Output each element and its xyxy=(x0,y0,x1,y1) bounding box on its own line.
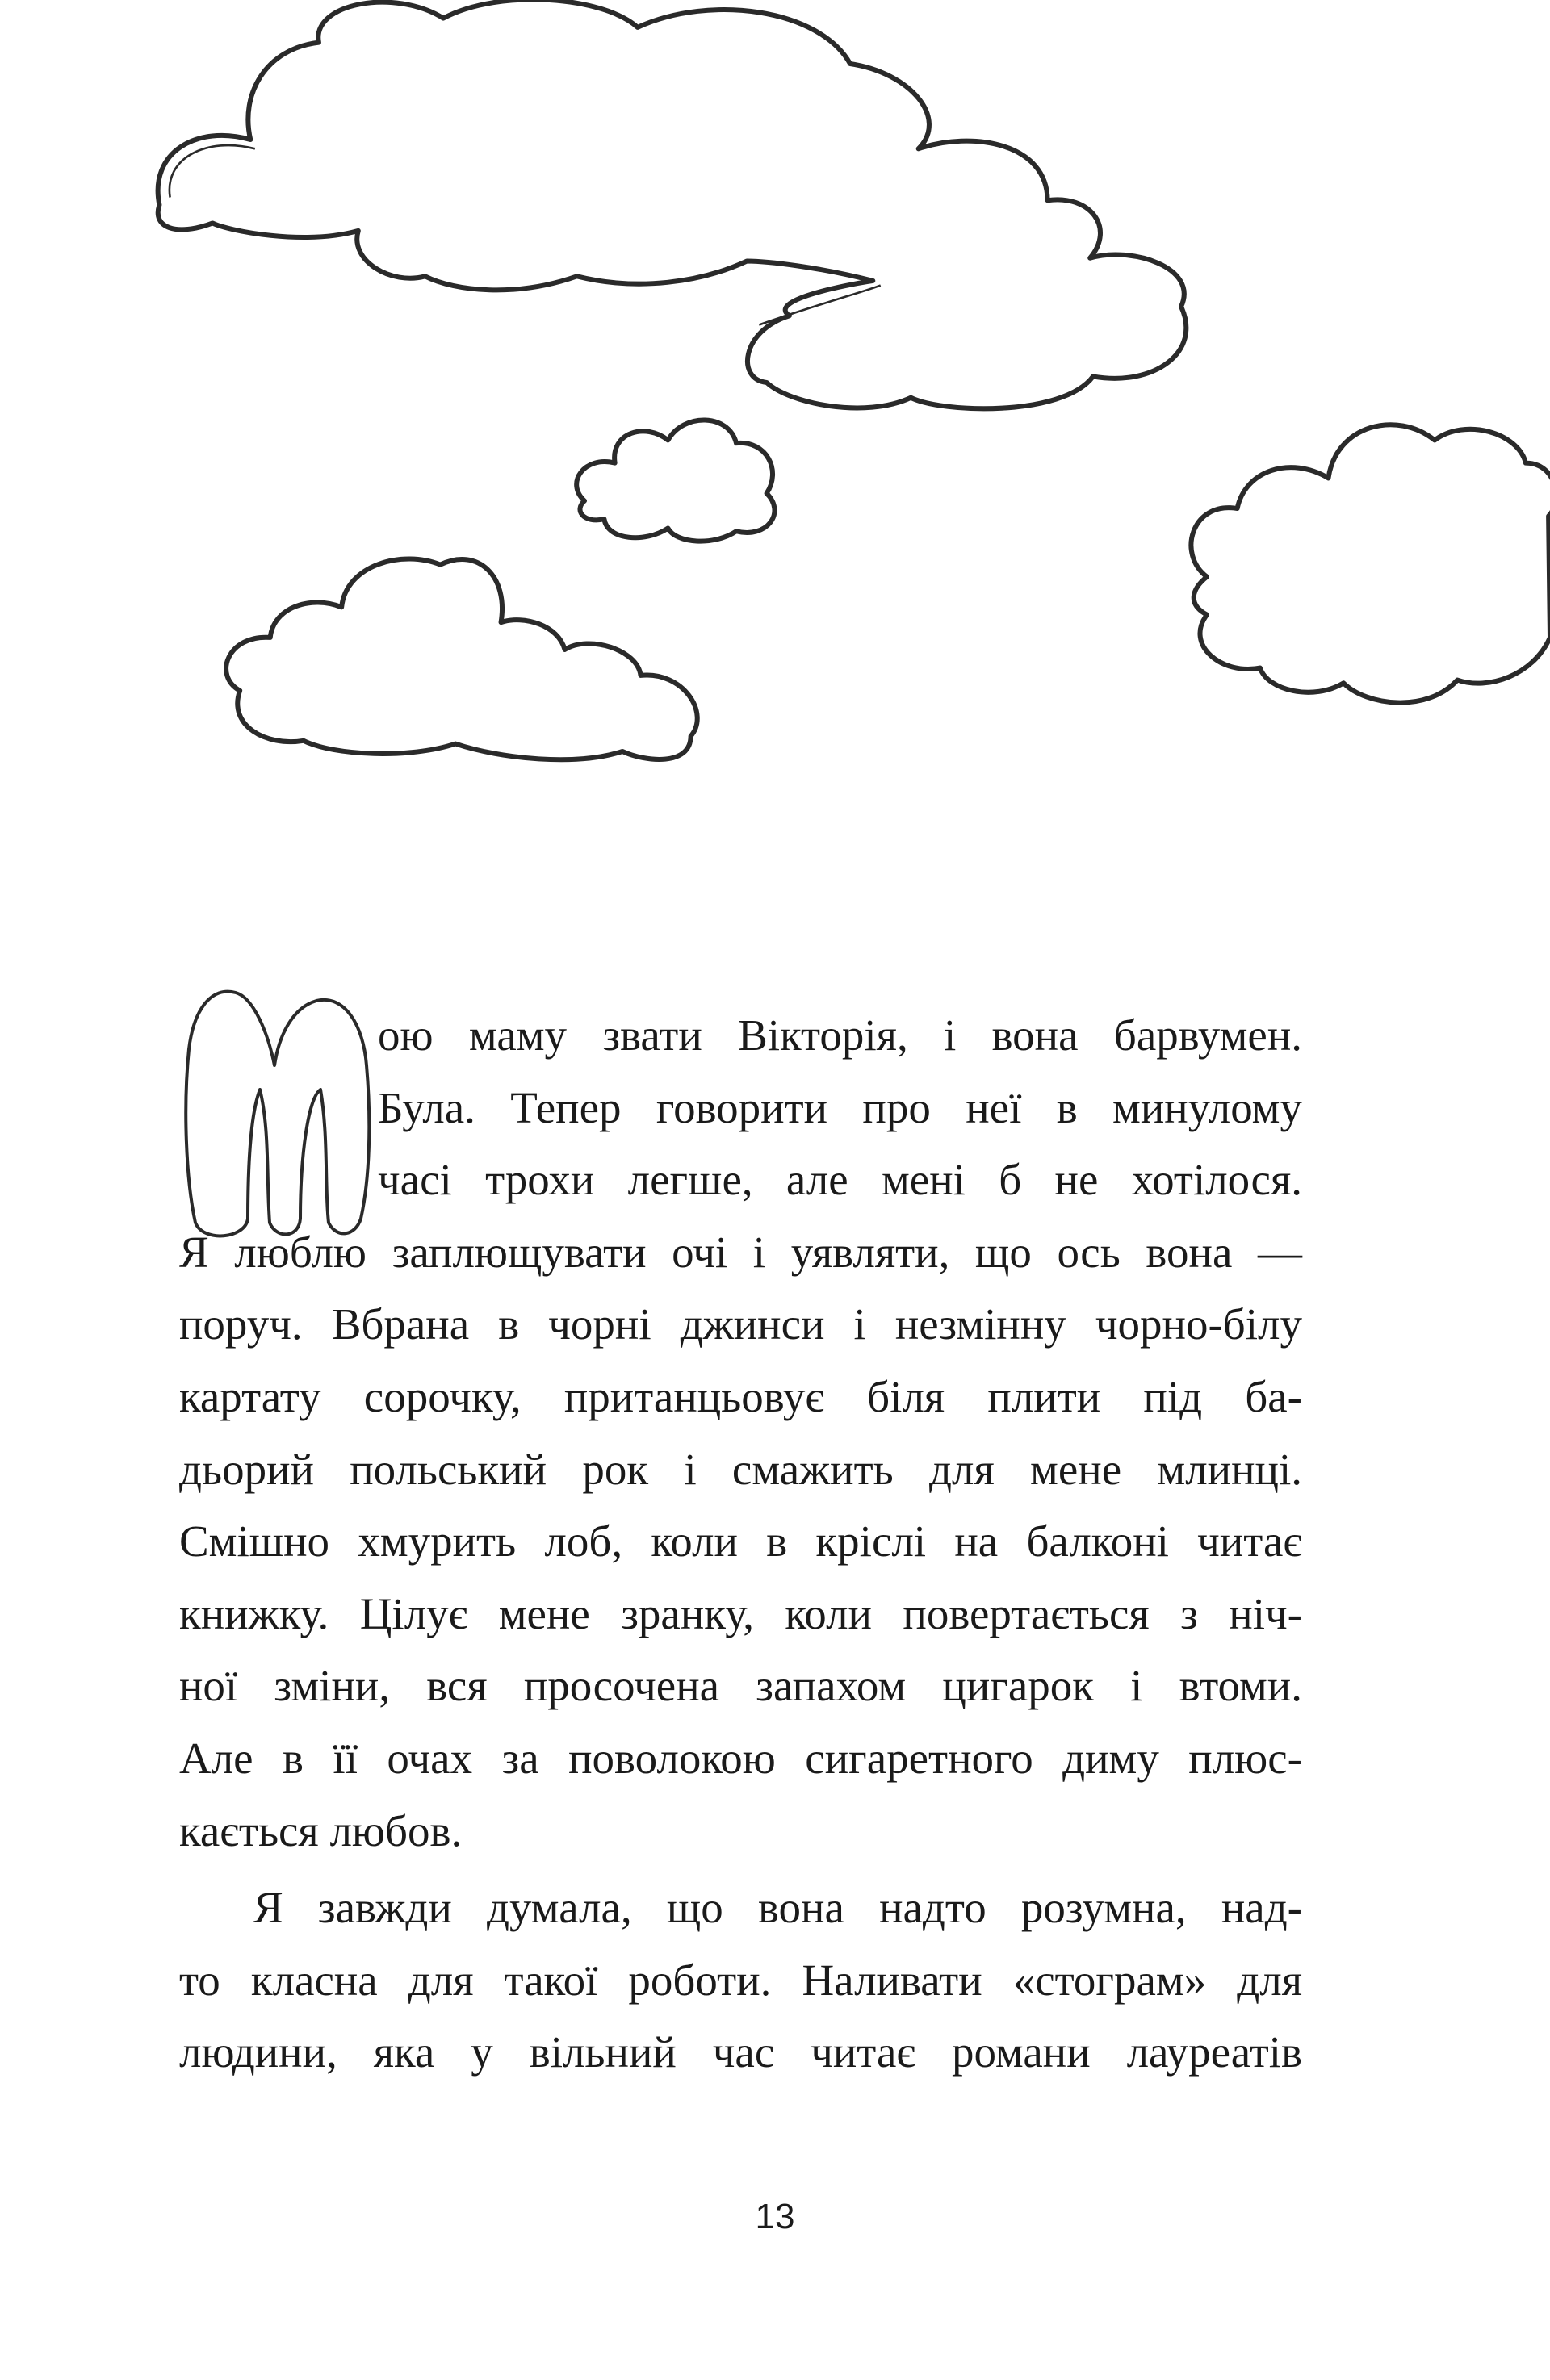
text-line: книжку. Цілує мене зранку, коли повертається з ніч- xyxy=(179,1588,1302,1638)
page-number: 13 xyxy=(755,2197,795,2236)
text-line: Але в її очах за поволокою сигаретного диму плюс- xyxy=(179,1733,1302,1783)
body-text xyxy=(179,999,1302,2089)
text-line: кається любов. xyxy=(179,1805,463,1855)
text-line: часі трохи легше, але мені б не хотілося. xyxy=(378,1155,1302,1205)
cloud-small-icon xyxy=(576,420,774,541)
text-line: то класна для такої роботи. Наливати «стограм» для xyxy=(179,1955,1302,2005)
cloud-right-icon xyxy=(1191,425,1550,702)
text-line: картату сорочку, пританцьовує біля плити під ба- xyxy=(179,1371,1302,1421)
text-line: ної зміни, вся просочена запахом цигарок і втоми. xyxy=(179,1661,1302,1711)
cloud-medium-icon xyxy=(226,559,698,760)
text-line: Я люблю заплющувати очі і уявляти, що ось вона — xyxy=(179,1227,1302,1277)
text-line: Я завжди думала, що вона надто розумна, над- xyxy=(253,1883,1302,1933)
text-line: поруч. Вбрана в чорні джинси і незмінну чорно-білу xyxy=(179,1299,1302,1349)
text-line: ою маму звати Вікторія, і вона барвумен. xyxy=(378,1010,1302,1060)
text-line: дьорий польський рок і смажить для мене млинці. xyxy=(179,1444,1302,1494)
text-line: людини, яка у вільний час читає романи лауреатів xyxy=(179,2027,1302,2077)
cloud-large-icon xyxy=(158,0,1187,408)
text-line: Була. Тепер говорити про неї в минулому xyxy=(378,1082,1302,1132)
text-line: Смішно хмурить лоб, коли в кріслі на балконі читає xyxy=(179,1516,1302,1566)
